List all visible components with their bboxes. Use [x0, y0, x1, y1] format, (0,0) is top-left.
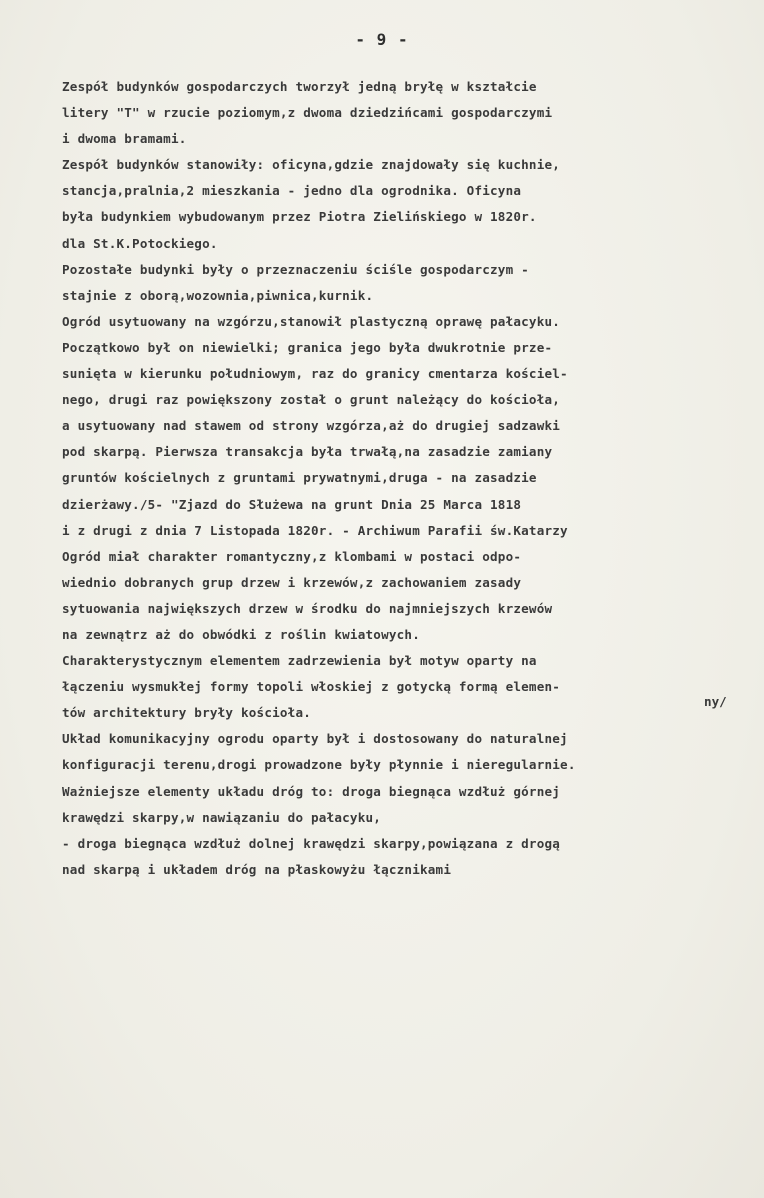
text-line: dzierżawy./5- "Zjazd do Służewa na grunt Dnia 25 Marca 1818: [62, 496, 522, 512]
text-line: wiednio dobranych grup drzew i krzewów,z zachowaniem zasady: [62, 574, 522, 590]
text-line: i dwoma bramami.: [62, 131, 187, 147]
text-line: stancja,pralnia,2 mieszkania - jedno dla ogrodnika. Oficyna: [62, 183, 522, 199]
margin-note: ny/: [704, 694, 727, 709]
text-line: Układ komunikacyjny ogrodu oparty był i dostosowany do naturalnej: [62, 731, 568, 747]
text-line: pod skarpą. Pierwsza transakcja była trwałą,na zasadzie zamiany: [62, 444, 553, 460]
text-line: łączeniu wysmukłej formy topoli włoskiej z gotycką formą elemen-: [62, 679, 561, 695]
text-line: tów architektury bryły kościoła.: [62, 705, 312, 721]
body-text: [62, 74, 752, 883]
text-line: Charakterystycznym elementem zadrzewienia był motyw oparty na: [62, 653, 537, 669]
text-line: Początkowo był on niewielki; granica jego była dwukrotnie prze-: [62, 339, 553, 355]
text-line: a usytuowany nad stawem od strony wzgórza,aż do drugiej sadzawki: [62, 418, 561, 434]
text-line: nad skarpą i układem dróg na płaskowyżu łącznikami: [62, 861, 452, 877]
text-line: - droga biegnąca wzdłuż dolnej krawędzi skarpy,powiązana z drogą: [62, 835, 561, 851]
text-line: sytuowania największych drzew w środku do najmniejszych krzewów: [62, 600, 553, 616]
text-line: Zespół budynków gospodarczych tworzył jedną bryłę w kształcie: [62, 79, 537, 94]
text-line: krawędzi skarpy,w nawiązaniu do pałacyku,: [62, 809, 382, 825]
text-line: na zewnątrz aż do obwódki z roślin kwiatowych.: [62, 626, 420, 642]
text-line: litery "T" w rzucie poziomym,z dwoma dziedzińcami gospodarczymi: [62, 105, 553, 121]
text-line: Zespół budynków stanowiły: oficyna,gdzie znajdowały się kuchnie,: [62, 157, 561, 173]
page-number: - 9 -: [355, 30, 409, 49]
text-line: sunięta w kierunku południowym, raz do granicy cmentarza kościel-: [62, 366, 568, 382]
text-line: dla St.K.Potockiego.: [62, 235, 218, 251]
text-line: gruntów kościelnych z gruntami prywatnymi,druga - na zasadzie: [62, 470, 537, 486]
text-line: stajnie z oborą,wozownia,piwnica,kurnik.: [62, 287, 374, 303]
text-line: i z drugi z dnia 7 Listopada 1820r. - Archiwum Parafii św.Katarzy: [62, 522, 568, 538]
text-line: Pozostałe budynki były o przeznaczeniu ściśle gospodarczym -: [62, 261, 529, 277]
text-line: Ogród miał charakter romantyczny,z klombami w postaci odpo-: [62, 548, 522, 564]
text-line: konfiguracji terenu,drogi prowadzone były płynnie i nieregularnie.: [62, 757, 576, 773]
text-line: nego, drugi raz powiększony został o grunt należący do kościoła,: [62, 392, 561, 408]
text-line: Ważniejsze elementy układu dróg to: droga biegnąca wzdłuż górnej: [62, 783, 561, 799]
text-line: Ogród usytuowany na wzgórzu,stanowił plastyczną oprawę pałacyku.: [62, 313, 561, 329]
text-line: była budynkiem wybudowanym przez Piotra Zielińskiego w 1820r.: [62, 209, 537, 225]
